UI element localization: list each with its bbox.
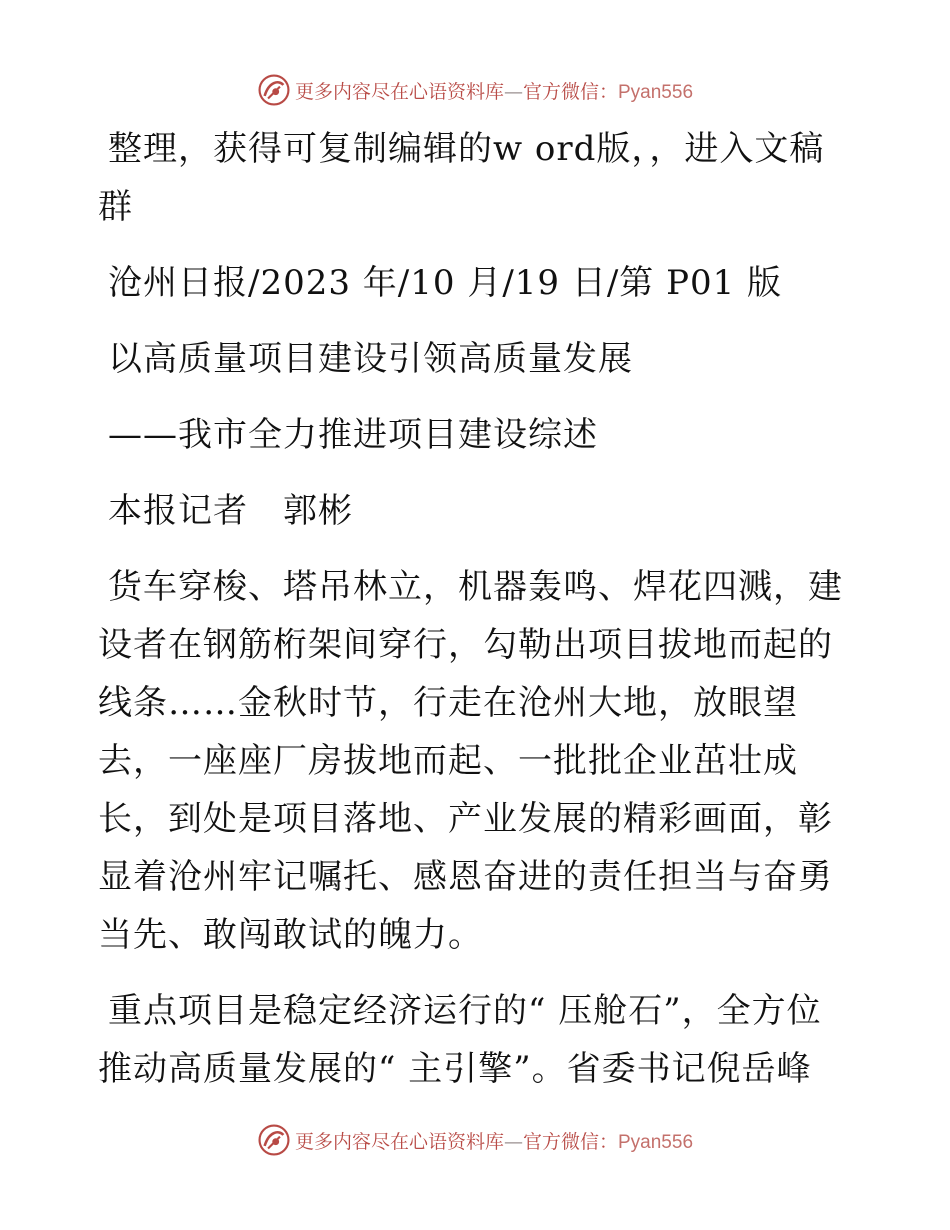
watermark-id: Pyan556 <box>618 81 694 103</box>
watermark-main: 更多内容尽在心语资料库 <box>294 80 504 103</box>
document-body <box>98 120 854 1098</box>
watermark-dash: — <box>503 80 523 103</box>
footer-watermark <box>0 1120 950 1160</box>
source-line: 沧州日报/2023 年/10 月/19 日/第 P01 版 <box>108 263 783 303</box>
watermark-main: 更多内容尽在心语资料库 <box>294 1130 504 1153</box>
body-paragraph: 货车穿梭、塔吊林立，机器轰鸣、焊花四溅，建设者在钢筋桁架间穿行，勾勒出项目拔地而起的线条……金秋时节，行走在沧州大地，放眼望去，一座座厂房拔地而起、一批批企业茁壮成长，到处是项目落地、产业发展的精彩画面，彰显着沧州牢记嘱托、感恩奋进的责任担当与奋勇当先、敢闯敢试的魄力。 <box>98 567 843 955</box>
article-title: 以高质量项目建设引领高质量发展 <box>108 339 633 379</box>
body-paragraph: 重点项目是稳定经济运行的“ 压舱石”，全方位推动高质量发展的“ 主引擎”。省委书记倪岳峰 <box>98 991 822 1089</box>
watermark-dash: — <box>503 1130 523 1153</box>
watermark-text <box>295 1127 693 1154</box>
watermark-id: Pyan556 <box>618 1131 694 1153</box>
seal-logo-icon <box>257 1123 291 1157</box>
watermark-label: 官方微信： <box>522 1130 618 1153</box>
article-subtitle: ——我市全力推进项目建设综述 <box>108 415 598 455</box>
seal-logo-icon <box>257 73 291 107</box>
byline: 本报记者 郭彬 <box>108 491 353 531</box>
watermark-text <box>295 77 693 104</box>
header-watermark <box>0 70 950 110</box>
watermark-label: 官方微信： <box>522 80 618 103</box>
intro-paragraph: 整理，获得可复制编辑的w ord版，，进入文稿群 <box>98 129 825 227</box>
